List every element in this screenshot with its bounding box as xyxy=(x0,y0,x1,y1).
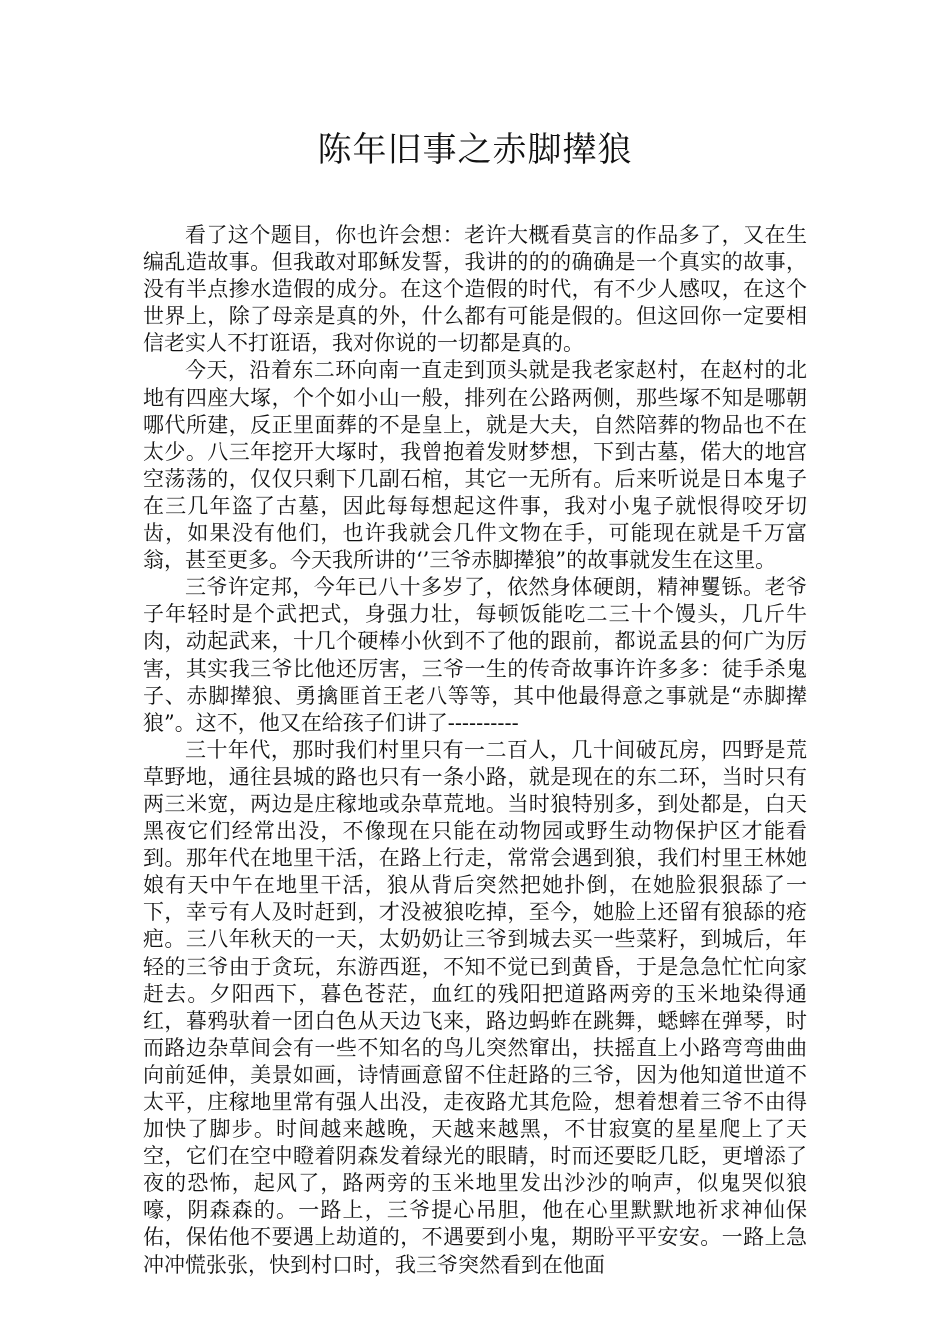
paragraph: 三爷许定邦，今年已八十多岁了，依然身体硬朗，精神矍铄。老爷子年轻时是个武把式，身强力壮，每顿饭能吃二三十个馒头，几斤牛肉，动起武来，十几个硬棒小伙到不了他的跟前，都说孟县的何广为厉害，其实我三爷比他还厉害，三爷一生的传奇故事许许多多：徒手杀鬼子、赤脚撵狼、勇擒匪首王老八等等，其中他最得意之事就是“赤脚撵狼”。这不，他又在给孩子们讲了---------- xyxy=(143,575,807,735)
document-title: 陈年旧事之赤脚撵狼 xyxy=(317,130,633,170)
paragraph: 看了这个题目，你也许会想：老许大概看莫言的作品多了，又在生编乱造故事。但我敢对耶稣发誓，我讲的的的确确是一个真实的故事，没有半点掺水造假的成分。在这个造假的时代，有不少人感叹，在这个世界上，除了母亲是真的外，什么都有可能是假的。但这回你一定要相信老实人不打诳语，我对你说的一切都是真的。 xyxy=(143,223,807,356)
paragraph: 三十年代，那时我们村里只有一二百人，几十间破瓦房，四野是荒草野地，通往县城的路也只有一条小路，就是现在的东二环，当时只有两三米宽，两边是庄稼地或杂草荒地。当时狼特别多，到处都是，白天黑夜它们经常出没，不像现在只能在动物园或野生动物保护区才能看到。那年代在地里干活，在路上行走，常常会遇到狼，我们村里王林她娘有天中午在地里干活，狼从背后突然把她扑倒，在她脸狠狠舔了一下，幸亏有人及时赶到，才没被狼吃掉，至今，她脸上还留有狼舔的疮疤。三八年秋天的一天，太奶奶让三爷到城去买一些菜籽，到城后，年轻的三爷由于贪玩，东游西逛，不知不觉已到黄昏，于是急急忙忙向家赶去。夕阳西下，暮色苍茫，血红的残阳把道路两旁的玉米地染得通红，暮鸦驮着一团白色从天边飞来，路边蚂蚱在跳舞，蟋蟀在弹琴，时而路边杂草间会有一些不知名的鸟儿突然窜出，扶摇直上小路弯弯曲曲向前延伸，美景如画，诗情画意留不住赶路的三爷，因为他知道世道不太平，庄稼地里常有强人出没，走夜路尤其危险，想着想着三爷不由得加快了脚步。时间越来越晚，天越来越黑，不甘寂寞的星星爬上了天空，它们在空中瞪着阴森发着绿光的眼睛，时而还要眨几眨，更增添了夜的恐怖，起风了，路两旁的玉米地里发出沙沙的响声，似鬼哭似狼嚎，阴森森的。一路上，三爷提心吊胆，他在心里默默地祈求神仙保佑，保佑他不要遇上劫道的，不遇要到小鬼，期盼平平安安。一路上急冲冲慌张张，快到村口时，我三爷突然看到在他面 xyxy=(143,737,807,1277)
paragraph: 今天，沿着东二环向南一直走到顶头就是我老家赵村，在赵村的北地有四座大塚，个个如小山一般，排列在公路两侧，那些塚不知是哪朝哪代所建，反正里面葬的不是皇上，就是大夫，自然陪葬的物品也不在太少。八三年挖开大塚时，我曾抱着发财梦想，下到古墓，偌大的地宫空荡荡的，仅仅只剩下几副石棺，其它一无所有。后来听说是日本鬼子在三几年盗了古墓，因此每每想起这件事，我对小鬼子就恨得咬牙切齿，如果没有他们，也许我就会几件文物在手，可能现在就是千万富翁，甚至更多。今天我所讲的‘’三爷赤脚撵狼”的故事就发生在这里。 xyxy=(143,358,807,573)
document-body xyxy=(143,222,807,1279)
